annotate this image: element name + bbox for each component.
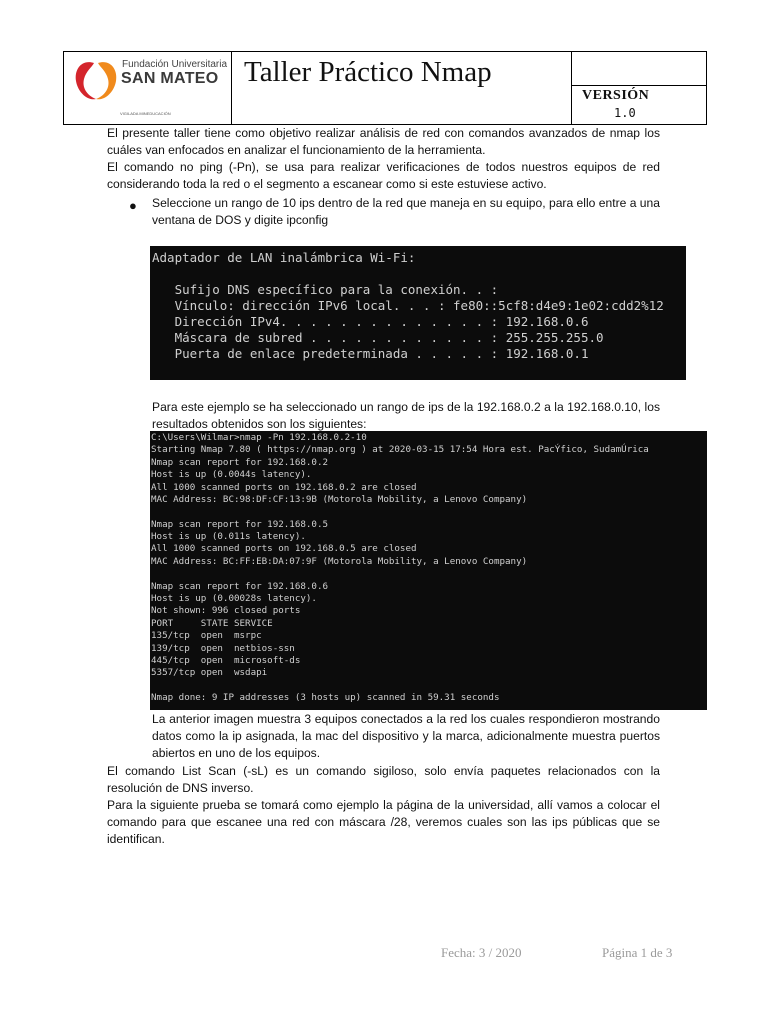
analysis-paragraph: La anterior imagen muestra 3 equipos conectados a la red los cuales respondieron mostrando datos como la ip asignada, la mac del dispositivo y la marca, adicionalmente muestra puertos abiertos en uno de los equipos. <box>152 712 660 760</box>
terminal-line: Nmap done: 9 IP addresses (3 hosts up) scanned in 59.31 seconds <box>151 692 500 703</box>
terminal-line: Nmap scan report for 192.168.0.2 <box>151 457 329 468</box>
terminal-line: Host is up (0.011s latency). <box>151 531 306 542</box>
terminal-line: All 1000 scanned ports on 192.168.0.2 are closed <box>151 482 417 493</box>
terminal-line: Máscara de subred . . . . . . . . . . . . : 255.255.255.0 <box>152 330 604 345</box>
terminal-line: 139/tcp open netbios-ssn <box>151 643 295 654</box>
terminal-line: Starting Nmap 7.80 ( https://nmap.org ) at 2020-03-15 17:54 Hora est. PacÝfico, SudamÚrica <box>151 444 649 455</box>
logo-top-text: Fundación Universitaria <box>122 59 228 70</box>
footer-page-number: Página 1 de 3 <box>602 945 673 960</box>
version-cell <box>572 52 706 124</box>
no-ping-paragraph: El comando no ping (-Pn), se usa para realizar verificaciones de todos nuestros equipos de red considerando toda la red o el segmento a escanear como si este estuviese activo. <box>107 160 660 191</box>
nmap-terminal <box>150 431 707 710</box>
logo-cell <box>64 52 232 124</box>
terminal-line: Sufijo DNS específico para la conexión. . : <box>152 282 499 297</box>
ipconfig-terminal <box>150 246 686 380</box>
terminal-line: MAC Address: BC:FF:EB:DA:07:9F (Motorola Mobility, a Lenovo Company) <box>151 556 528 567</box>
footer-date: Fecha: 3 / 2020 <box>441 945 522 960</box>
terminal-line: Nmap scan report for 192.168.0.6 <box>151 581 329 592</box>
version-number: 1.0 <box>614 106 636 120</box>
terminal-line: MAC Address: BC:98:DF:CF:13:9B (Motorola Mobility, a Lenovo Company) <box>151 494 528 505</box>
terminal-line: Puerta de enlace predeterminada . . . . . : 192.168.0.1 <box>152 346 589 361</box>
version-label: VERSIÓN <box>582 88 650 103</box>
document-header <box>63 51 707 125</box>
terminal-line: 135/tcp open msrpc <box>151 630 262 641</box>
terminal-line: Host is up (0.0044s latency). <box>151 469 312 480</box>
terminal-line: Not shown: 996 closed ports <box>151 605 301 616</box>
university-logo-icon <box>72 55 120 107</box>
example-paragraph: Para este ejemplo se ha seleccionado un rango de ips de la 192.168.0.2 a la 192.168.0.10, los resultados obtenidos son los siguientes: <box>152 400 660 431</box>
intro-paragraph: El presente taller tiene como objetivo realizar análisis de red con comandos avanzados de nmap los cuáles van enfocados en analizar el funcionamiento de la herramienta. <box>107 126 660 157</box>
terminal-line: Dirección IPv4. . . . . . . . . . . . . . : 192.168.0.6 <box>152 314 589 329</box>
bullet-icon: ● <box>129 198 137 213</box>
terminal-line: Host is up (0.00028s latency). <box>151 593 317 604</box>
terminal-line: C:\Users\Wilmar>nmap -Pn 192.168.0.2-10 <box>151 432 367 443</box>
bullet-instruction: Seleccione un rango de 10 ips dentro de la red que maneja en su equipo, para ello entre a una ventana de DOS y digite ipconfig <box>152 196 660 227</box>
title-cell <box>232 52 572 124</box>
next-test-paragraph: Para la siguiente prueba se tomará como ejemplo la página de la universidad, allí vamos a colocar el comando para que escanee una red con máscara /28, veremos cuales son las ips públicas que se identifican. <box>107 798 660 846</box>
version-blank-cell <box>572 52 706 86</box>
terminal-line: Adaptador de LAN inalámbrica Wi-Fi: <box>152 250 416 265</box>
terminal-line: 5357/tcp open wsdapi <box>151 667 268 678</box>
terminal-line: All 1000 scanned ports on 192.168.0.5 are closed <box>151 543 417 554</box>
document-title: Taller Práctico Nmap <box>244 56 492 88</box>
logo-main-text: SAN MATEO <box>121 70 219 87</box>
terminal-line: Vínculo: dirección IPv6 local. . . : fe80::5cf8:d4e9:1e02:cdd2%12 <box>152 298 664 313</box>
logo-tag-text: VIGILADA MINEDUCACIÓN <box>120 111 171 116</box>
terminal-line: 445/tcp open microsoft-ds <box>151 655 301 666</box>
list-scan-paragraph: El comando List Scan (-sL) es un comando sigiloso, solo envía paquetes relacionados con la resolución de DNS inverso. <box>107 764 660 795</box>
terminal-line: PORT STATE SERVICE <box>151 618 273 629</box>
terminal-line: Nmap scan report for 192.168.0.5 <box>151 519 329 530</box>
